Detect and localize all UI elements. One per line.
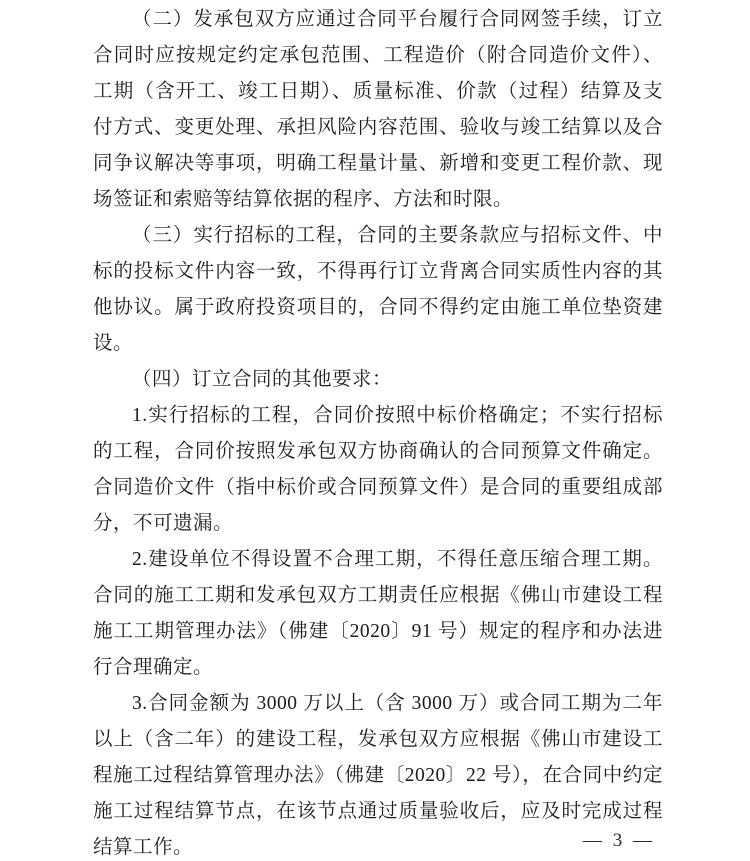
document-body: [93, 2, 663, 861]
paragraph-item-2: 2.建设单位不得设置不合理工期，不得任意压缩合理工期。合同的施工工期和发承包双方工期责任应根据《佛山市建设工程施工工期管理办法》（佛建〔2020〕91 号）规定的程序和办法进行合理确定。: [93, 549, 663, 678]
paragraph-4: （四）订立合同的其他要求：: [132, 369, 393, 390]
paragraph-item-3: 3.合同金额为 3000 万以上（含 3000 万）或合同工期为二年以上（含二年）的建设工程，发承包双方应根据《佛山市建设工程施工过程结算管理办法》（佛建〔2020〕22 号），在合同中约定施工过程结算节点，在该节点通过质量验收后，应及时完成过程结算工作。: [93, 693, 663, 858]
page-number: — 3 —: [583, 830, 655, 851]
paragraph-item-1: 1.实行招标的工程，合同价按照中标价格确定；不实行招标的工程，合同价按照发承包双方协商确认的合同预算文件确定。合同造价文件（指中标价或合同预算文件）是合同的重要组成部分，不可遗漏。: [93, 405, 663, 534]
page-footer: [583, 830, 655, 852]
paragraph-3: （三）实行招标的工程，合同的主要条款应与招标文件、中标的投标文件内容一致，不得再行订立背离合同实质性内容的其他协议。属于政府投资项目的，合同不得约定由施工单位垫资建设。: [93, 225, 663, 354]
paragraph-2: （二）发承包双方应通过合同平台履行合同网签手续，订立合同时应按规定约定承包范围、工程造价（附合同造价文件）、工期（含开工、竣工日期）、质量标准、价款（过程）结算及支付方式、变更处理、承担风险内容范围、验收与竣工结算以及合同争议解决等事项，明确工程量计量、新增和变更工程价款、现场签证和索赔等结算依据的程序、方法和时限。: [93, 9, 663, 210]
